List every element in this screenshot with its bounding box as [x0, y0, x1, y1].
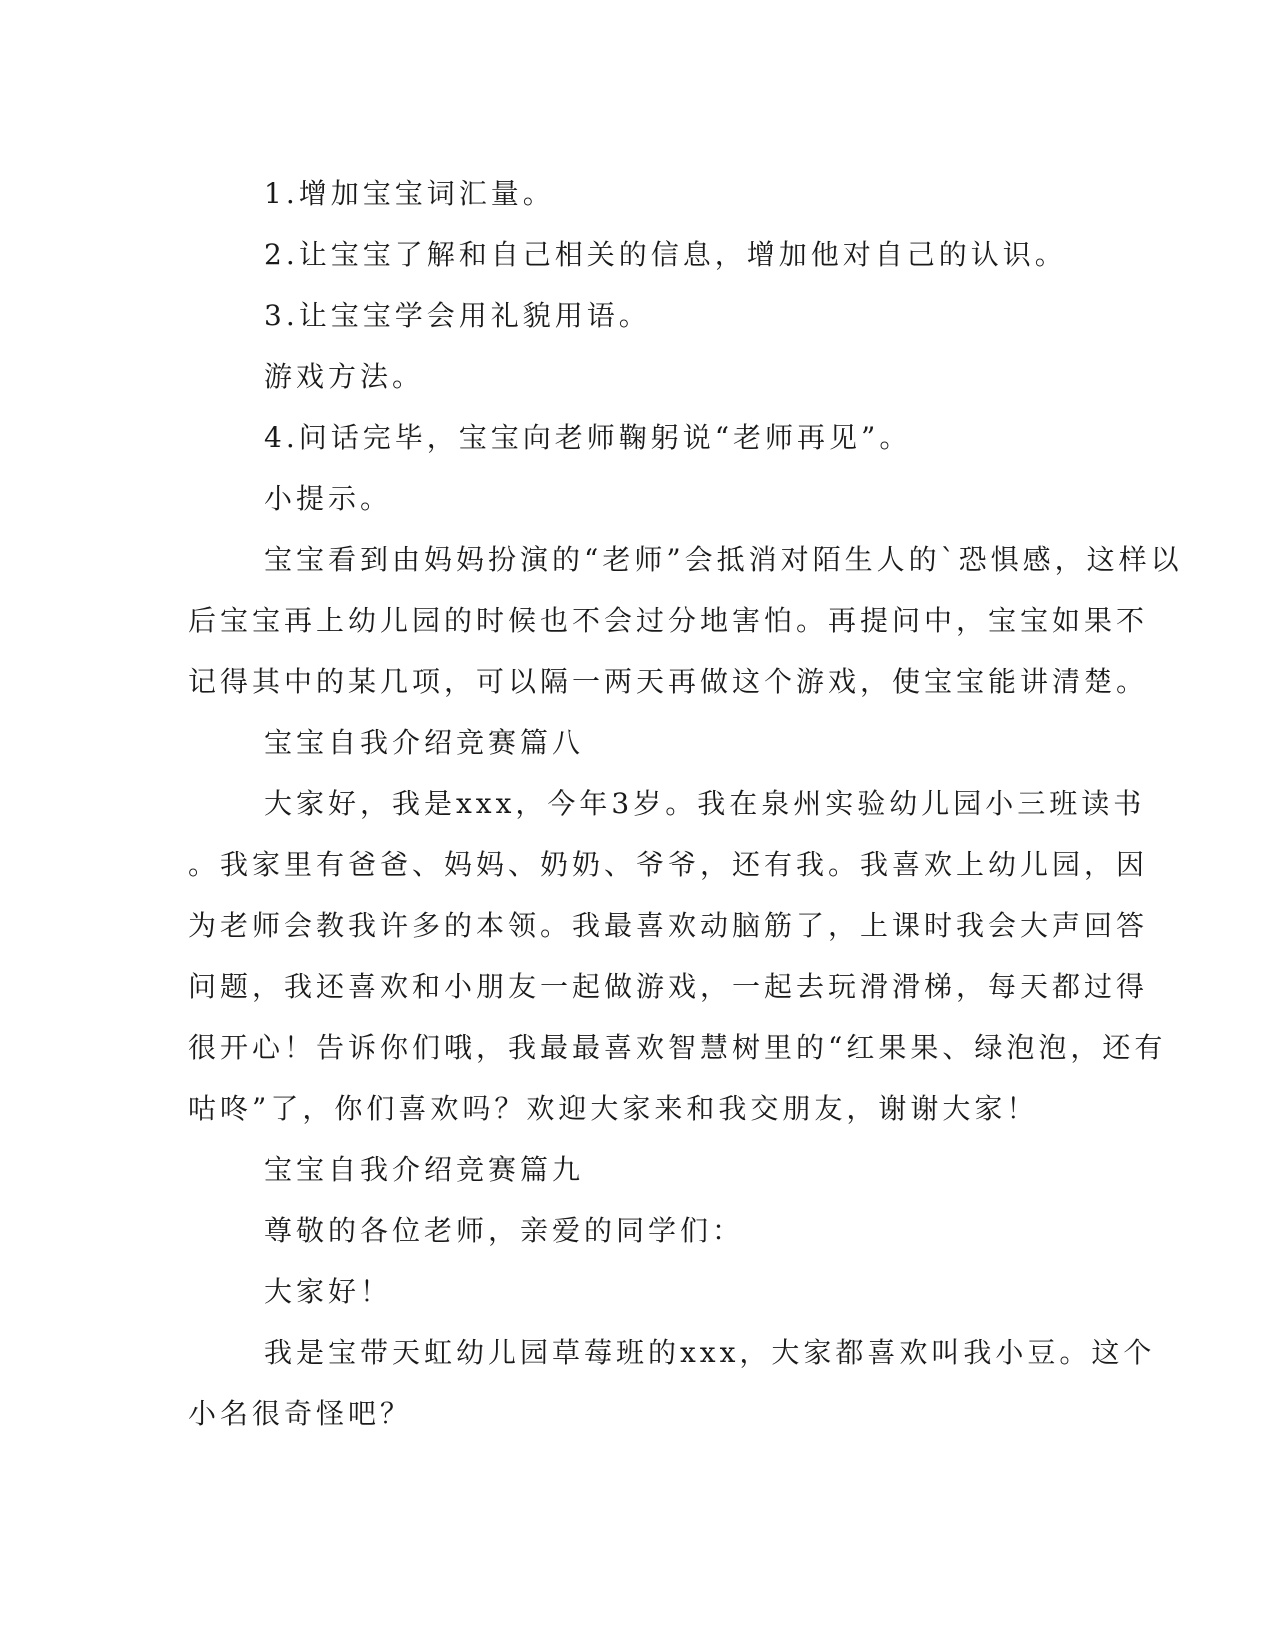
paragraph-greeting: 尊敬的各位老师，亲爱的同学们：	[264, 1214, 745, 1247]
text-line: 。我家里有爸爸、妈妈、奶奶、爷爷，还有我。我喜欢上幼儿园，因	[188, 848, 1149, 881]
paragraph-tip-heading: 小提示。	[264, 482, 393, 515]
paragraph-section-9-body	[188, 1322, 1156, 1444]
paragraph-game-method: 游戏方法。	[264, 360, 425, 393]
text-line: 为老师会教我许多的本领。我最喜欢动脑筋了，上课时我会大声回答	[188, 909, 1149, 942]
text-line: 后宝宝再上幼儿园的时候也不会过分地害怕。再提问中，宝宝如果不	[188, 604, 1149, 637]
text-line: 很开心！告诉你们哦，我最最喜欢智慧树里的“红果果、绿泡泡，还有	[188, 1031, 1167, 1064]
text-line: 小名很奇怪吧？	[188, 1397, 413, 1430]
paragraph-goal-2: 2.让宝宝了解和自己相关的信息，增加他对自己的认识。	[264, 238, 1067, 271]
paragraph-step-4: 4.问话完毕，宝宝向老师鞠躬说“老师再见”。	[264, 421, 912, 454]
section-heading-8: 宝宝自我介绍竞赛篇八	[264, 726, 585, 759]
paragraph-tip-body	[188, 529, 1183, 712]
text-line: 宝宝看到由妈妈扮演的“老师”会抵消对陌生人的`恐惧感，这样以	[264, 543, 1183, 576]
document-body	[188, 163, 1183, 1444]
paragraph-goal-1: 1.增加宝宝词汇量。	[264, 177, 555, 210]
text-line: 问题，我还喜欢和小朋友一起做游戏，一起去玩滑滑梯，每天都过得	[188, 970, 1149, 1003]
text-line: 大家好，我是xxx，今年3岁。我在泉州实验幼儿园小三班读书	[264, 787, 1146, 820]
paragraph-goal-3: 3.让宝宝学会用礼貌用语。	[264, 299, 651, 332]
paragraph-hello: 大家好！	[264, 1275, 393, 1308]
text-line: 记得其中的某几项，可以隔一两天再做这个游戏，使宝宝能讲清楚。	[188, 665, 1149, 698]
paragraph-section-8-body	[188, 773, 1167, 1139]
text-line: 咕咚”了，你们喜欢吗？欢迎大家来和我交朋友，谢谢大家！	[188, 1092, 1039, 1125]
text-line: 我是宝带天虹幼儿园草莓班的xxx，大家都喜欢叫我小豆。这个	[264, 1336, 1156, 1369]
section-heading-9: 宝宝自我介绍竞赛篇九	[264, 1153, 585, 1186]
